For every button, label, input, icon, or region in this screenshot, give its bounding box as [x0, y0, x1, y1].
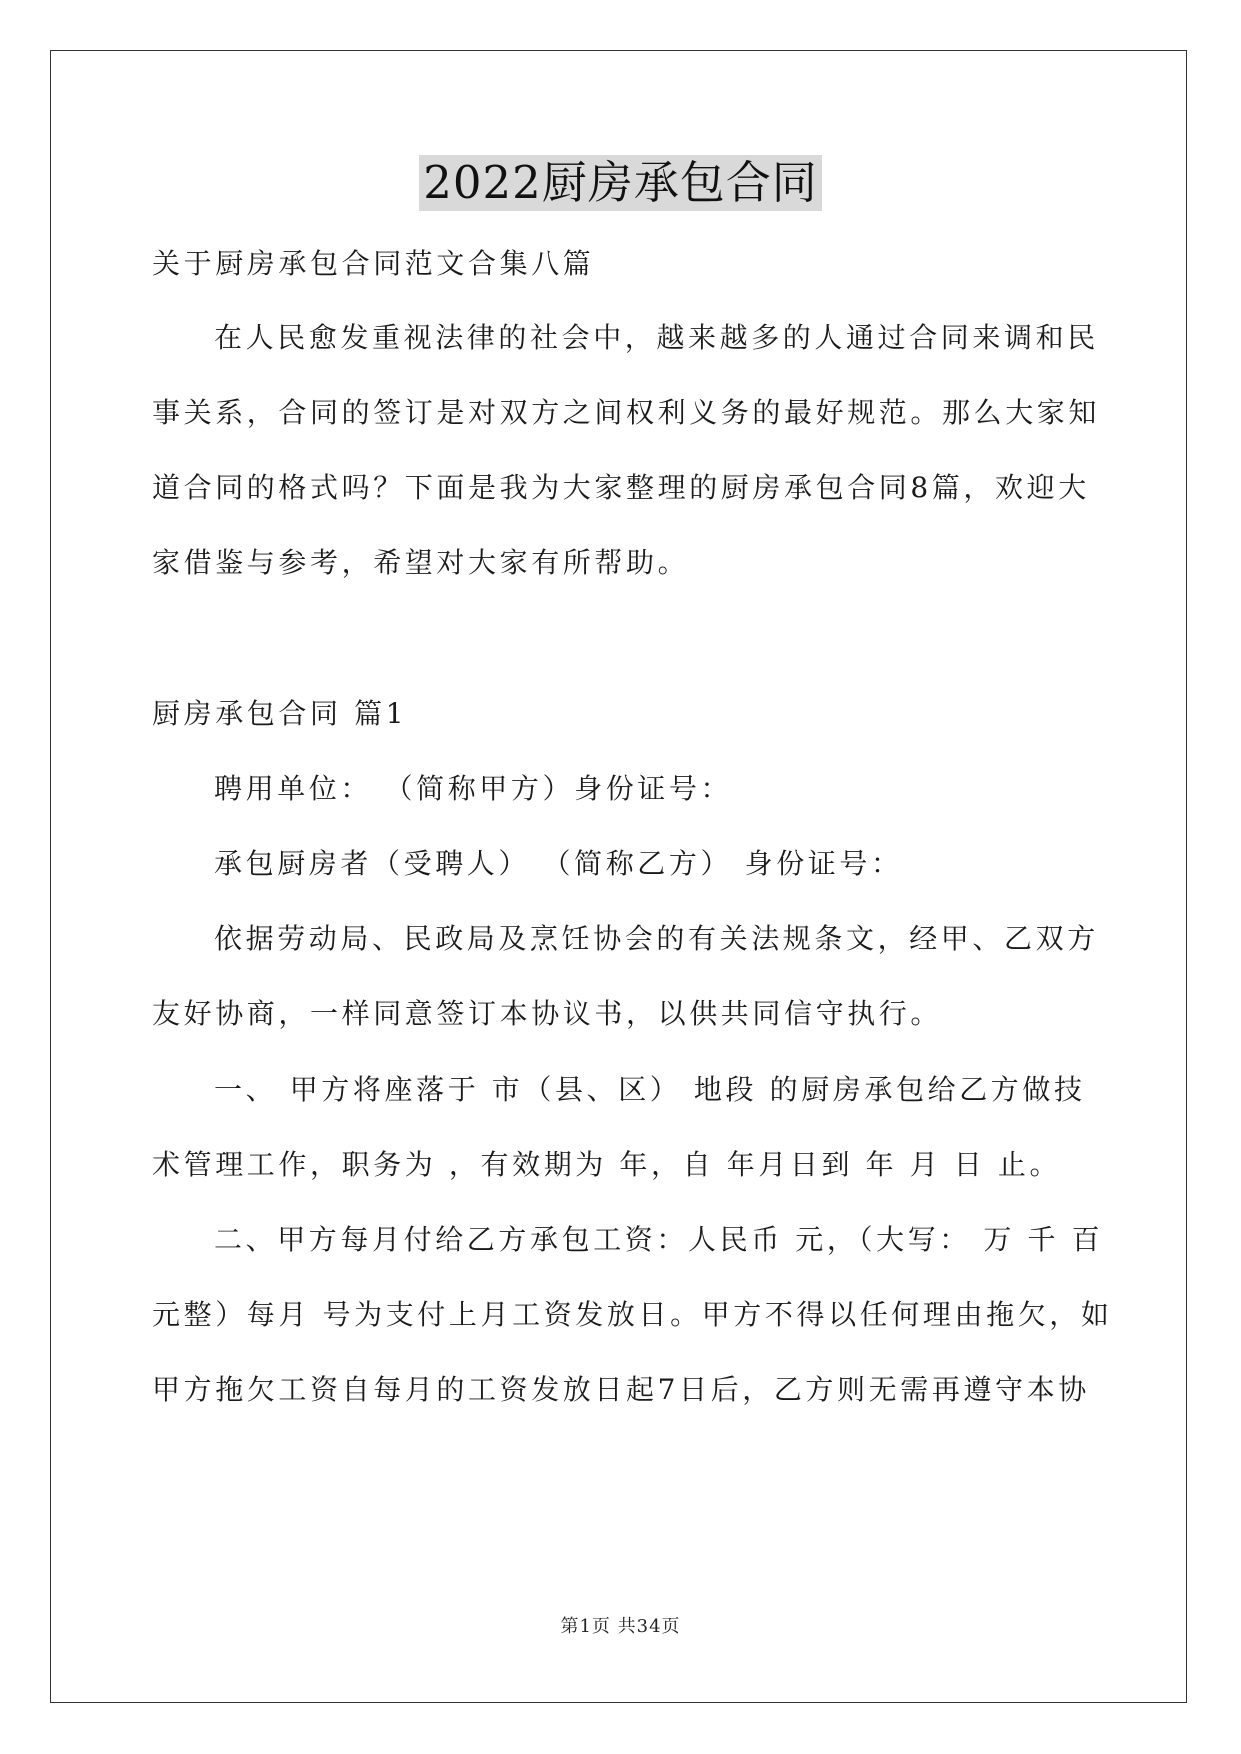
body-line-8: 元整）每月 号为支付上月工资发放日。甲方不得以任何理由拖欠，如: [152, 1298, 1113, 1331]
body-line-7: 二、甲方每月付给乙方承包工资：人民币 元，（大写： 万 千 百: [214, 1223, 1104, 1256]
body-line-9: 甲方拖欠工资自每月的工资发放日起7日后，乙方则无需再遵守本协: [152, 1373, 1090, 1406]
intro-line-3: 道合同的格式吗？下面是我为大家整理的厨房承包合同8篇，欢迎大: [152, 471, 1090, 504]
section-heading: 厨房承包合同 篇1: [152, 697, 408, 730]
body-line-6: 术管理工作，职务为 ，有效期为 年，自 年月日到 年 月 日 止。: [152, 1148, 1062, 1181]
body-line-1: 聘用单位： （简称甲方）身份证号：: [214, 772, 733, 805]
intro-line-2: 事关系，合同的签订是对双方之间权利义务的最好规范。那么大家知: [152, 396, 1101, 429]
body-line-4: 友好协商，一样同意签订本协议书，以供共同信守执行。: [152, 997, 943, 1030]
intro-line-1: 在人民愈发重视法律的社会中，越来越多的人通过合同来调和民: [214, 321, 1099, 354]
intro-line-4: 家借鉴与参考，希望对大家有所帮助。: [152, 546, 690, 579]
body-line-3: 依据劳动局、民政局及烹饪协会的有关法规条文，经甲、乙双方: [214, 922, 1099, 955]
body-line-5: 一、 甲方将座落于 市（县、区） 地段 的厨房承包给乙方做技: [214, 1073, 1086, 1106]
document-subtitle: 关于厨房承包合同范文合集八篇: [152, 247, 595, 280]
page-footer: 第1页 共34页: [560, 1616, 681, 1637]
body-line-2: 承包厨房者（受聘人） （简称乙方） 身份证号：: [214, 847, 903, 880]
title-container: [0, 155, 1241, 211]
document-title: 2022厨房承包合同: [419, 155, 822, 211]
